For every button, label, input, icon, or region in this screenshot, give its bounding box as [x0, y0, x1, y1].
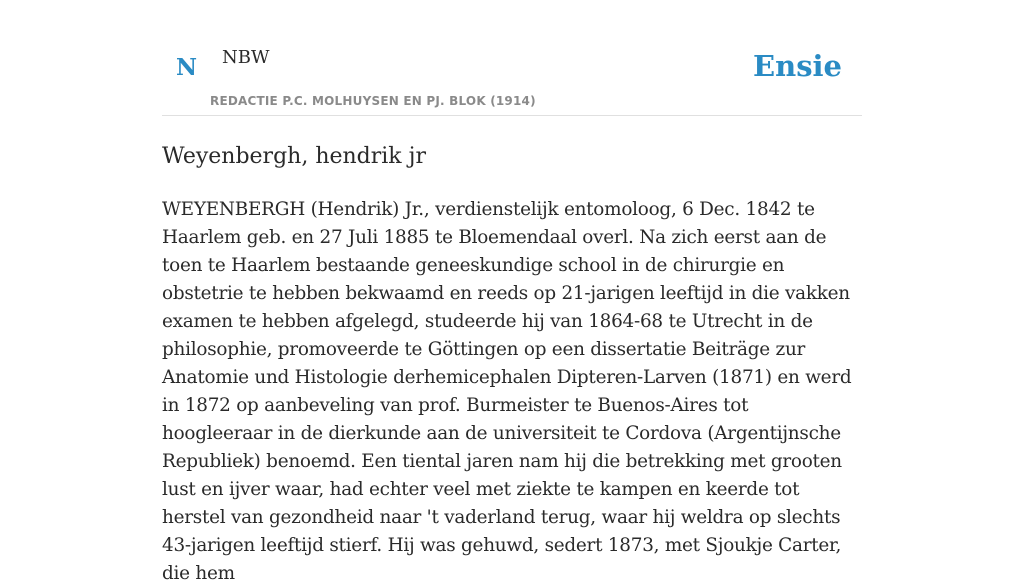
source-logo: N: [176, 54, 198, 81]
source-editors: REDACTIE P.C. MOLHUYSEN EN PJ. BLOK (1914): [210, 94, 536, 108]
source-header: [162, 0, 862, 116]
page: [162, 0, 862, 585]
source-name[interactable]: NBW: [222, 47, 270, 68]
brand-logo[interactable]: Ensie: [753, 49, 842, 83]
entry-title: Weyenbergh, hendrik jr: [162, 144, 426, 169]
entry-body: WEYENBERGH (Hendrik) Jr., verdienstelijk entomoloog, 6 Dec. 1842 te Haarlem geb. en 27 Juli 1885 te Bloemendaal overl. Na zich eerst aan de toen te Haarlem bestaande geneeskundige school in de chirurgie en obstetrie te hebben bekwaamd en reeds op 21-jarigen leeftijd in die vakken examen te hebben afgelegd, studeerde hij van 1864-68 te Utrecht in de philosophie, promoveerde te Göttingen op een dissertatie Beiträge zur Anatomie und Histologie derhemicephalen Dipteren-Larven (1871) en werd in 1872 op aanbeveling van prof. Burmeister te Buenos-Aires tot hoogleeraar in de dierkunde aan de universiteit te Cordova (Argentijnsche Republiek) benoemd. Een tiental jaren nam hij die betrekking met grooten lust en ijver waar, had echter veel met ziekte te kampen en keerde tot herstel van gezondheid naar 't vaderland terug, waar hij weldra op slechts 43-jarigen leeftijd stierf. Hij was gehuwd, sedert 1873, met Sjoukje Carter, die hem: [162, 199, 852, 585]
